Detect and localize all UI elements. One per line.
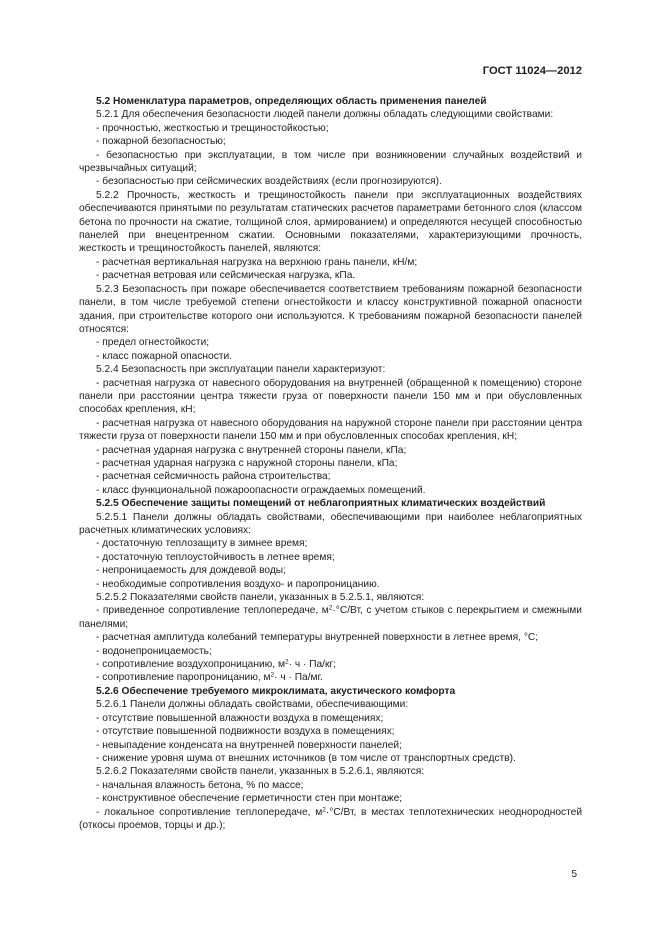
list-item: - водонепроницаемость; [96, 645, 212, 657]
list-item: - прочностью, жесткостью и трещиностойкостью; [96, 122, 329, 134]
list-item: - начальная влажность бетона, % по массе; [96, 779, 304, 791]
list-item: - расчетная ветровая или сейсмическая нагрузка, кПа. [96, 270, 356, 282]
list-item: - класс пожарной опасности. [96, 350, 232, 362]
list-item: - снижение уровня шума от внешних источников (в том числе от транспортных средств). [96, 752, 516, 764]
paragraph-5-2-4: 5.2.4 Безопасность при эксплуатации панели характеризуют: [96, 364, 386, 376]
paragraph-5-2-6-2: 5.2.6.2 Показателями свойств панели, указанных в 5.2.6.1, являются: [96, 766, 425, 778]
paragraph-5-2-5-1: 5.2.5.1 Панели должны обладать свойствами, обеспечивающими при наиболее неблагоприятных расчетных климатических условиях: [79, 511, 582, 536]
page-body [79, 95, 582, 832]
paragraph-5-2-6-1: 5.2.6.1 Панели должны обладать свойствами, обеспечивающими: [96, 699, 409, 711]
standard-designation: ГОСТ 11024—2012 [482, 65, 582, 77]
section-heading-5-2-5: 5.2.5 Обеспечение защиты помещений от неблагоприятных климатических воздействий [96, 498, 546, 510]
list-item: - предел огнестойкости; [96, 337, 210, 349]
list-item: - расчетная амплитуда колебаний температуры внутренней поверхности в летнее время, °С; [96, 632, 539, 644]
list-item: - необходимые сопротивления воздухо- и паропроницанию. [96, 578, 380, 590]
paragraph-5-2-5-2: 5.2.5.2 Показателями свойств панели, указанных в 5.2.5.1, являются: [96, 592, 425, 604]
paragraph-5-2-3: 5.2.3 Безопасность при пожаре обеспечивается соответствием требованиям пожарной безопасности панели, в том числе требуемой степени огнестойкости и классу конструктивной пожарной опасности здания, при строительстве которого они используются. К требованиям пожарной безопасности панелей относятся: [79, 283, 582, 335]
list-item: - приведенное сопротивление теплопередаче, $м^2\cdot^\circ С/Вт$, с учетом стыков с перекрытием и смежными панелями; [79, 604, 582, 630]
list-item: - расчетная сейсмичность района строительства; [96, 471, 331, 483]
list-item: - безопасностью при сейсмических воздействиях (если прогнозируются). [96, 176, 442, 188]
list-item: - отсутствие повышенной подвижности воздуха в помещениях; [96, 726, 395, 738]
list-item: - сопротивление воздухопроницанию, $м^2\cdot ч \cdot Па/кг$; [96, 658, 337, 671]
list-item: - невыпадение конденсата на внутренней поверхности панелей; [96, 739, 402, 751]
section-heading-5-2-6: 5.2.6 Обеспечение требуемого микроклимата, акустического комфорта [96, 685, 456, 697]
page-number: 5 [571, 869, 577, 880]
list-item: - локальное сопротивление теплопередаче, $м^2\cdot^\circ С/Вт$, в местах теплотехнических неоднородностей (откосы проемов, торцы и др.); [79, 806, 583, 831]
list-item: - расчетная нагрузка от навесного оборудования на наружной стороне панели при расстоянии центра тяжести груза от поверхности панели 150 мм и при обусловленных способах крепления, кН; [79, 417, 582, 443]
paragraph-5-2-2: 5.2.2 Прочность, жесткость и трещиностойкость панели при эксплуатационных воздействиях обеспечиваются принятыми по результатам статических расчетов параметрами бетонного слоя (классом бетона по прочности на сжатие, толщиной слоя, армированием) и определяются несущей способностью панелей при внецентренном сжатии. Основными показателями, характеризующими прочность, жесткость и трещиностойкость панелей, являются: [79, 189, 582, 255]
list-item: - пожарной безопасностью; [96, 136, 226, 148]
list-item: - расчетная нагрузка от навесного оборудования на внутренней (обращенной к помещению) стороне панели при расстоянии центра тяжести груза от поверхности панели 150 мм и при обусловленных способах крепления, кН; [79, 377, 582, 416]
list-item: - расчетная вертикальная нагрузка на верхнюю грань панели, кН/м; [96, 256, 418, 268]
list-item: - расчетная ударная нагрузка с наружной стороны панели, кПа; [96, 457, 398, 469]
paragraph-5-2-1: 5.2.1 Для обеспечения безопасности людей панели должны обладать следующими свойствами: [96, 109, 554, 121]
list-item: - непроницаемость для дождевой воды; [96, 565, 286, 577]
list-item: - конструктивное обеспечение герметичности стен при монтаже; [96, 793, 403, 805]
list-item: - достаточную теплозащиту в зимнее время; [96, 538, 308, 550]
list-item: - сопротивление паропроницанию, $м^2\cdot ч \cdot Па/мг$. [96, 671, 323, 684]
list-item: - отсутствие повышенной влажности воздуха в помещениях; [96, 712, 384, 724]
list-item: - достаточную теплоустойчивость в летнее время; [96, 551, 335, 563]
list-item: - класс функциональной пожароопасности ограждаемых помещений. [96, 484, 426, 496]
section-heading-5-2: 5.2 Номенклатура параметров, определяющих область применения панелей [96, 96, 487, 107]
list-item: - расчетная ударная нагрузка с внутренней стороны панели, кПа; [96, 444, 407, 456]
list-item: - безопасностью при эксплуатации, в том числе при возникновении случайных воздействий и чрезвычайных ситуаций; [79, 149, 582, 175]
